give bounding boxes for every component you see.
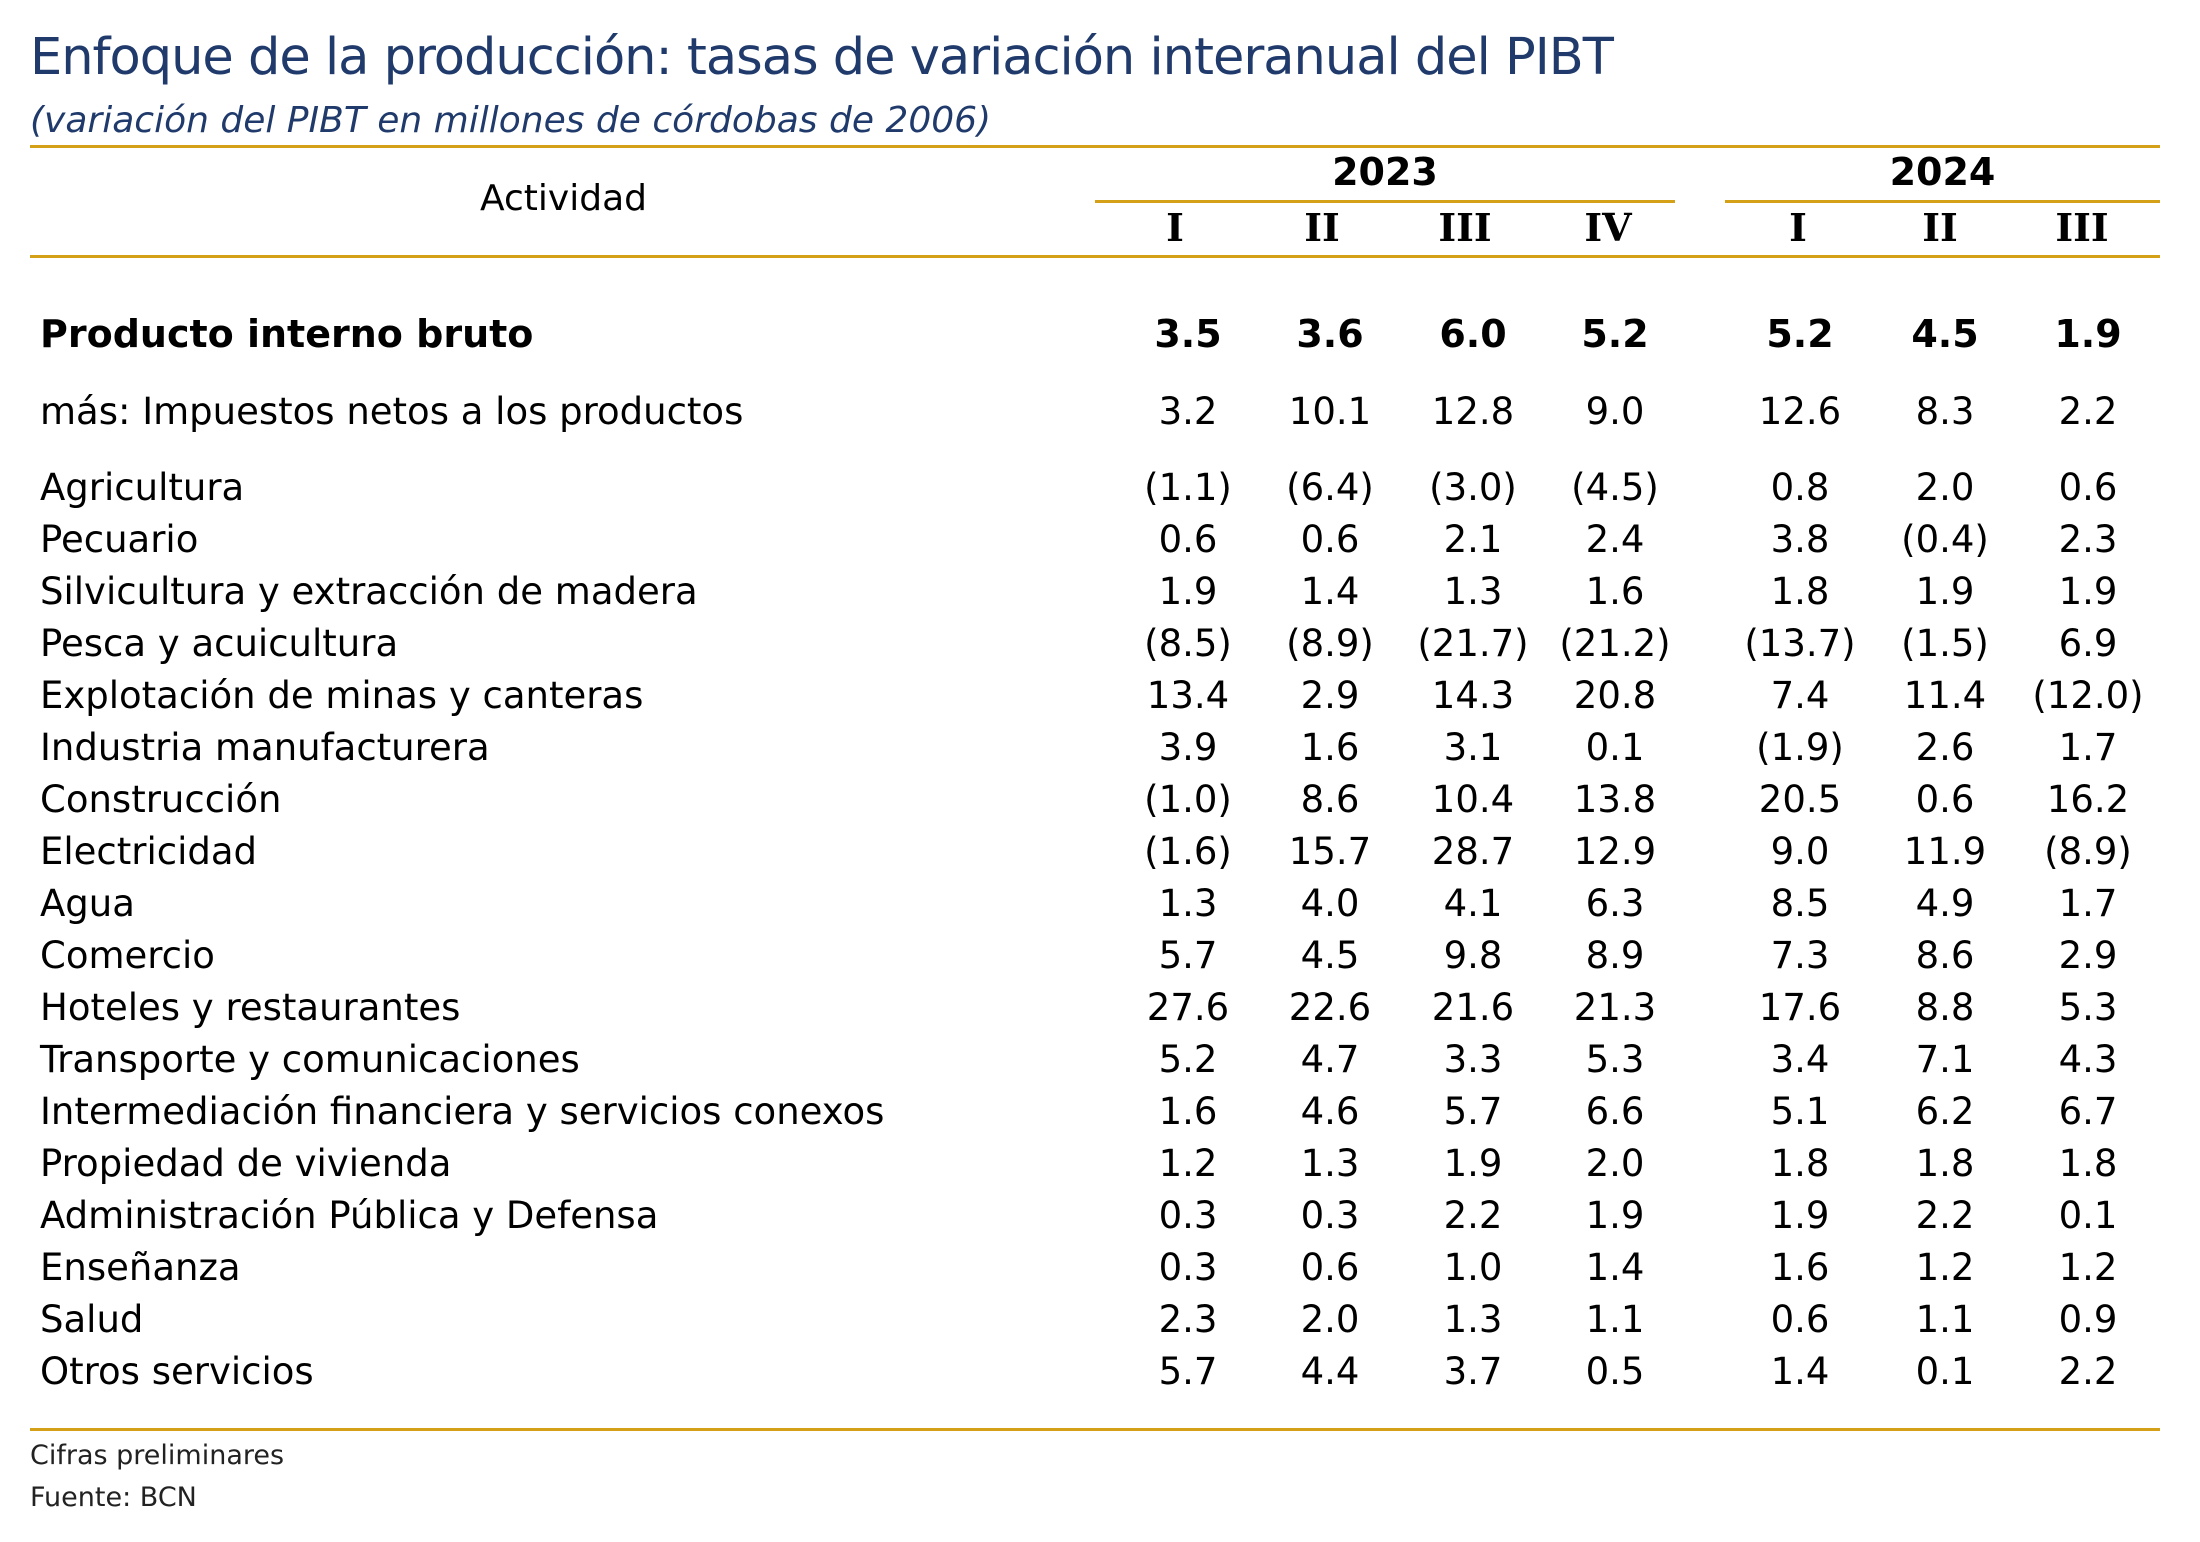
value-cell: 3.5 [1154,312,1222,356]
value-cell: 12.6 [1758,390,1842,433]
value-cell: 12.9 [1573,830,1657,873]
value-cell: 0.6 [1300,518,1360,561]
value-cell: 2.9 [2058,934,2118,977]
value-cell: 2.0 [1585,1142,1645,1185]
table-row [0,570,2200,622]
value-cell: (1.1) [1144,466,1232,509]
value-cell: 7.3 [1770,934,1830,977]
value-cell: 3.1 [1443,726,1503,769]
value-cell: 7.1 [1915,1038,1975,1081]
value-cell: (4.5) [1571,466,1659,509]
table-row [0,1350,2200,1402]
value-cell: 2.2 [2058,1350,2118,1393]
value-cell: 1.0 [1443,1246,1503,1289]
value-cell: (1.5) [1901,622,1989,665]
value-cell: 8.3 [1915,390,1975,433]
value-cell: 21.6 [1431,986,1515,1029]
value-cell: (8.5) [1144,622,1232,665]
value-cell: 0.6 [1300,1246,1360,1289]
table-row [0,518,2200,570]
value-cell: 4.5 [1911,312,1979,356]
value-cell: 6.6 [1585,1090,1645,1133]
value-cell: 12.8 [1431,390,1515,433]
value-cell: 3.3 [1443,1038,1503,1081]
value-cell: 3.4 [1770,1038,1830,1081]
value-cell: 5.3 [2058,986,2118,1029]
value-cell: 1.9 [1770,1194,1830,1237]
year-2023-rule [1095,200,1675,203]
value-cell: 1.9 [1158,570,1218,613]
value-cell: 1.2 [1158,1142,1218,1185]
value-cell: 1.7 [2058,882,2118,925]
value-cell: 3.2 [1158,390,1218,433]
value-cell: 1.3 [1443,1298,1503,1341]
value-cell: (6.4) [1286,466,1374,509]
value-cell: 1.8 [2058,1142,2118,1185]
row-label: Industria manufacturera [40,726,490,769]
value-cell: 1.9 [1443,1142,1503,1185]
value-cell: 1.3 [1158,882,1218,925]
value-cell: 17.6 [1758,986,1842,1029]
value-cell: (8.9) [2044,830,2132,873]
value-cell: 0.6 [2058,466,2118,509]
value-cell: 5.3 [1585,1038,1645,1081]
row-label: Producto interno bruto [40,312,534,356]
value-cell: 11.4 [1903,674,1987,717]
value-cell: 0.3 [1158,1194,1218,1237]
row-label: Agricultura [40,466,245,509]
value-cell: 6.2 [1915,1090,1975,1133]
table-row [0,934,2200,986]
value-cell: 5.2 [1158,1038,1218,1081]
value-cell: 2.2 [1915,1194,1975,1237]
value-cell: 2.6 [1915,726,1975,769]
value-cell: 0.6 [1915,778,1975,821]
quarter-header: III [1438,205,1492,250]
value-cell: 5.7 [1158,934,1218,977]
value-cell: 1.1 [1585,1298,1645,1341]
value-cell: 1.8 [1915,1142,1975,1185]
value-cell: (21.2) [1559,622,1671,665]
year-2023: 2023 [1332,150,1438,194]
value-cell: 5.2 [1766,312,1834,356]
value-cell: 3.6 [1296,312,1364,356]
value-cell: 1.9 [1915,570,1975,613]
top-rule [30,145,2160,148]
table-row [0,390,2200,442]
value-cell: 27.6 [1146,986,1230,1029]
value-cell: 0.8 [1770,466,1830,509]
bottom-rule [30,1428,2160,1431]
table-row [0,1038,2200,1090]
value-cell: 0.1 [2058,1194,2118,1237]
value-cell: 9.0 [1770,830,1830,873]
row-label: más: Impuestos netos a los productos [40,390,744,433]
value-cell: 1.9 [1585,1194,1645,1237]
value-cell: 1.4 [1585,1246,1645,1289]
value-cell: 8.6 [1300,778,1360,821]
value-cell: 4.9 [1915,882,1975,925]
quarter-header: II [1304,205,1340,250]
year-2024-rule [1725,200,2160,203]
value-cell: 8.6 [1915,934,1975,977]
row-label: Agua [40,882,135,925]
value-cell: (8.9) [1286,622,1374,665]
table-row [0,986,2200,1038]
row-label: Electricidad [40,830,258,873]
value-cell: 3.8 [1770,518,1830,561]
value-cell: 2.3 [1158,1298,1218,1341]
value-cell: (12.0) [2032,674,2144,717]
value-cell: 9.0 [1585,390,1645,433]
value-cell: 4.7 [1300,1038,1360,1081]
value-cell: 5.7 [1158,1350,1218,1393]
value-cell: 2.4 [1585,518,1645,561]
header-rule [30,255,2160,258]
value-cell: 4.3 [2058,1038,2118,1081]
value-cell: (21.7) [1417,622,1529,665]
activity-header: Actividad [480,178,647,219]
table-row [0,622,2200,674]
value-cell: 2.9 [1300,674,1360,717]
value-cell: 1.8 [1770,570,1830,613]
value-cell: 2.0 [1915,466,1975,509]
row-label: Otros servicios [40,1350,314,1393]
value-cell: (1.6) [1144,830,1232,873]
page-title: Enfoque de la producción: tasas de variación interanual del PIBT [30,28,1613,87]
value-cell: 1.3 [1443,570,1503,613]
value-cell: 13.8 [1573,778,1657,821]
table-row [0,830,2200,882]
row-label: Pecuario [40,518,199,561]
row-label: Pesca y acuicultura [40,622,399,665]
row-label: Propiedad de vivienda [40,1142,452,1185]
table-row [0,882,2200,934]
table-row [0,1246,2200,1298]
value-cell: 6.7 [2058,1090,2118,1133]
table-row [0,778,2200,830]
value-cell: 2.1 [1443,518,1503,561]
value-cell: 13.4 [1146,674,1230,717]
value-cell: 4.1 [1443,882,1503,925]
row-label: Explotación de minas y canteras [40,674,644,717]
value-cell: 7.4 [1770,674,1830,717]
table-row [0,312,2200,364]
quarter-header: III [2055,205,2109,250]
table-row [0,466,2200,518]
footnote-preliminary: Cifras preliminares [30,1440,285,1471]
value-cell: 11.9 [1903,830,1987,873]
value-cell: 20.5 [1758,778,1842,821]
row-label: Salud [40,1298,144,1341]
value-cell: 0.1 [1915,1350,1975,1393]
table-row [0,1090,2200,1142]
value-cell: 4.5 [1300,934,1360,977]
row-label: Enseñanza [40,1246,241,1289]
value-cell: 10.1 [1288,390,1372,433]
value-cell: 0.5 [1585,1350,1645,1393]
value-cell: 0.9 [2058,1298,2118,1341]
value-cell: 0.6 [1158,518,1218,561]
value-cell: 1.6 [1770,1246,1830,1289]
value-cell: 0.3 [1300,1194,1360,1237]
value-cell: 1.3 [1300,1142,1360,1185]
value-cell: 22.6 [1288,986,1372,1029]
table-row [0,1142,2200,1194]
table-row [0,1298,2200,1350]
value-cell: 1.4 [1300,570,1360,613]
value-cell: 1.6 [1158,1090,1218,1133]
value-cell: 0.3 [1158,1246,1218,1289]
quarter-header: IV [1584,205,1632,250]
value-cell: 1.7 [2058,726,2118,769]
value-cell: 5.2 [1581,312,1649,356]
row-label: Transporte y comunicaciones [40,1038,580,1081]
value-cell: 16.2 [2046,778,2130,821]
value-cell: 1.4 [1770,1350,1830,1393]
value-cell: 1.6 [1585,570,1645,613]
value-cell: 1.1 [1915,1298,1975,1341]
value-cell: 5.7 [1443,1090,1503,1133]
value-cell: (3.0) [1429,466,1517,509]
row-label: Hoteles y restaurantes [40,986,461,1029]
row-label: Construcción [40,778,282,821]
value-cell: 8.8 [1915,986,1975,1029]
footnote-source: Fuente: BCN [30,1482,197,1513]
value-cell: 10.4 [1431,778,1515,821]
value-cell: 3.9 [1158,726,1218,769]
value-cell: 6.3 [1585,882,1645,925]
row-label: Administración Pública y Defensa [40,1194,659,1237]
table-row [0,726,2200,778]
quarter-header: II [1922,205,1958,250]
quarter-header: I [1166,205,1184,250]
value-cell: 8.5 [1770,882,1830,925]
value-cell: 1.8 [1770,1142,1830,1185]
page-subtitle: (variación del PIBT en millones de córdobas de 2006) [30,100,992,141]
value-cell: 6.9 [2058,622,2118,665]
value-cell: 4.0 [1300,882,1360,925]
value-cell: 1.9 [2058,570,2118,613]
row-label: Comercio [40,934,215,977]
value-cell: (0.4) [1901,518,1989,561]
value-cell: 14.3 [1431,674,1515,717]
value-cell: 20.8 [1573,674,1657,717]
value-cell: 1.9 [2054,312,2122,356]
value-cell: 3.7 [1443,1350,1503,1393]
value-cell: 0.1 [1585,726,1645,769]
value-cell: (1.0) [1144,778,1232,821]
value-cell: 15.7 [1288,830,1372,873]
row-label: Silvicultura y extracción de madera [40,570,698,613]
value-cell: (1.9) [1756,726,1844,769]
value-cell: 28.7 [1431,830,1515,873]
value-cell: 4.6 [1300,1090,1360,1133]
value-cell: 2.2 [2058,390,2118,433]
value-cell: 0.6 [1770,1298,1830,1341]
value-cell: 5.1 [1770,1090,1830,1133]
value-cell: 9.8 [1443,934,1503,977]
quarter-header: I [1789,205,1807,250]
table-row [0,674,2200,726]
value-cell: 6.0 [1439,312,1507,356]
value-cell: 1.2 [2058,1246,2118,1289]
value-cell: 21.3 [1573,986,1657,1029]
value-cell: 2.0 [1300,1298,1360,1341]
value-cell: 1.6 [1300,726,1360,769]
value-cell: 2.2 [1443,1194,1503,1237]
value-cell: 1.2 [1915,1246,1975,1289]
value-cell: 8.9 [1585,934,1645,977]
year-2024: 2024 [1889,150,1996,194]
table-row [0,1194,2200,1246]
value-cell: 2.3 [2058,518,2118,561]
row-label: Intermediación financiera y servicios conexos [40,1090,885,1133]
value-cell: 4.4 [1300,1350,1360,1393]
value-cell: (13.7) [1744,622,1856,665]
